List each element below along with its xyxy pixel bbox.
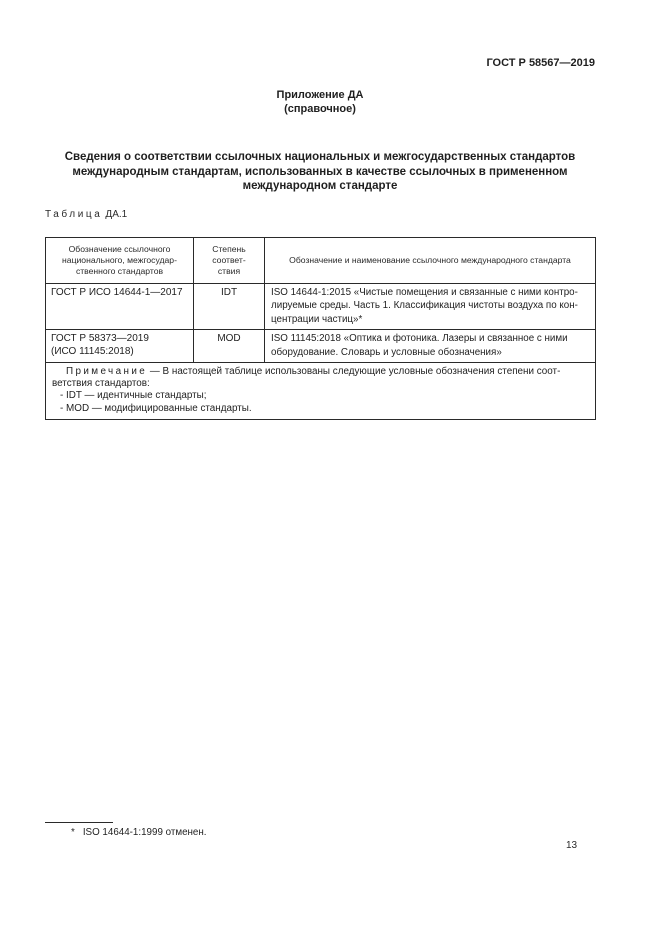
table-caption-number: ДА.1 — [105, 209, 128, 220]
table-note — [46, 363, 596, 420]
note-label: Примечание — [66, 366, 148, 378]
header-line: национального, межгосудар- — [62, 255, 177, 265]
cell-line: оборудование. Словарь и условные обозначения» — [271, 346, 502, 358]
header-line: Обозначение ссылочного — [68, 244, 171, 254]
table-note-row — [46, 363, 596, 420]
cell-line: центрации частиц»* — [271, 313, 363, 325]
cell-line: ISO 11145:2018 «Оптика и фотоника. Лазеры и связанное с ними — [271, 333, 568, 345]
note-text: — В настоящей таблице использованы следующие условные обозначения степени соот- — [147, 366, 561, 378]
page-title-line: Сведения о соответствии ссылочных национальных и межгосударственных стандартов — [64, 151, 576, 163]
header-line: соответ- — [212, 255, 246, 265]
note-line — [52, 366, 589, 378]
cell-line: ISO 14644-1:2015 «Чистые помещения и связанные с ними контро- — [271, 287, 578, 298]
cell-degree: IDT — [194, 284, 265, 330]
header-line: ствия — [217, 266, 241, 276]
document-number-header: ГОСТ Р 58567—2019 — [486, 57, 595, 69]
cell-national-standard — [46, 284, 194, 330]
note-item-idt: - IDT — идентичные стандарты; — [60, 390, 207, 402]
cell-line: ГОСТ Р ИСО 14644-1—2017 — [51, 287, 183, 298]
header-line: Степень — [212, 244, 246, 254]
footnote-marker: * — [71, 827, 75, 838]
appendix-heading — [45, 88, 595, 116]
page-title — [40, 150, 600, 194]
header-international-standard: Обозначение и наименование ссылочного международного стандарта — [265, 238, 596, 284]
footnote-divider — [45, 822, 113, 823]
table-caption-label: Таблица — [45, 209, 103, 220]
table-header-row — [46, 238, 596, 284]
appendix-title: Приложение ДА — [276, 89, 364, 101]
footnote — [45, 827, 445, 838]
footnote-text: ISO 14644-1:1999 отменен. — [82, 827, 207, 838]
header-line: ственного стандартов — [75, 266, 164, 276]
header-national-standard — [46, 238, 194, 284]
cell-line: ГОСТ Р 58373—2019 — [51, 333, 149, 345]
table-caption — [45, 209, 127, 220]
appendix-subtitle: (справочное) — [284, 103, 356, 115]
cell-international-standard — [265, 330, 596, 363]
note-line: ветствия стандартов: — [52, 378, 150, 390]
cell-line: (ИСО 11145:2018) — [51, 346, 134, 358]
note-item-mod: - MOD — модифицированные стандарты. — [60, 402, 252, 414]
cell-national-standard — [46, 330, 194, 363]
page-title-line: международным стандартам, использованных в качестве ссылочных в примененном — [72, 165, 568, 178]
table-row — [46, 330, 596, 363]
cell-line: лируемые среды. Часть 1. Классификация чистоты воздуха по кон- — [271, 300, 578, 312]
table-row — [46, 284, 596, 330]
cell-degree: MOD — [194, 330, 265, 363]
cell-international-standard — [265, 284, 596, 330]
page-title-line: международном стандарте — [242, 180, 398, 193]
page-number: 13 — [566, 840, 578, 851]
standards-correspondence-table — [45, 237, 596, 420]
header-degree — [194, 238, 265, 284]
